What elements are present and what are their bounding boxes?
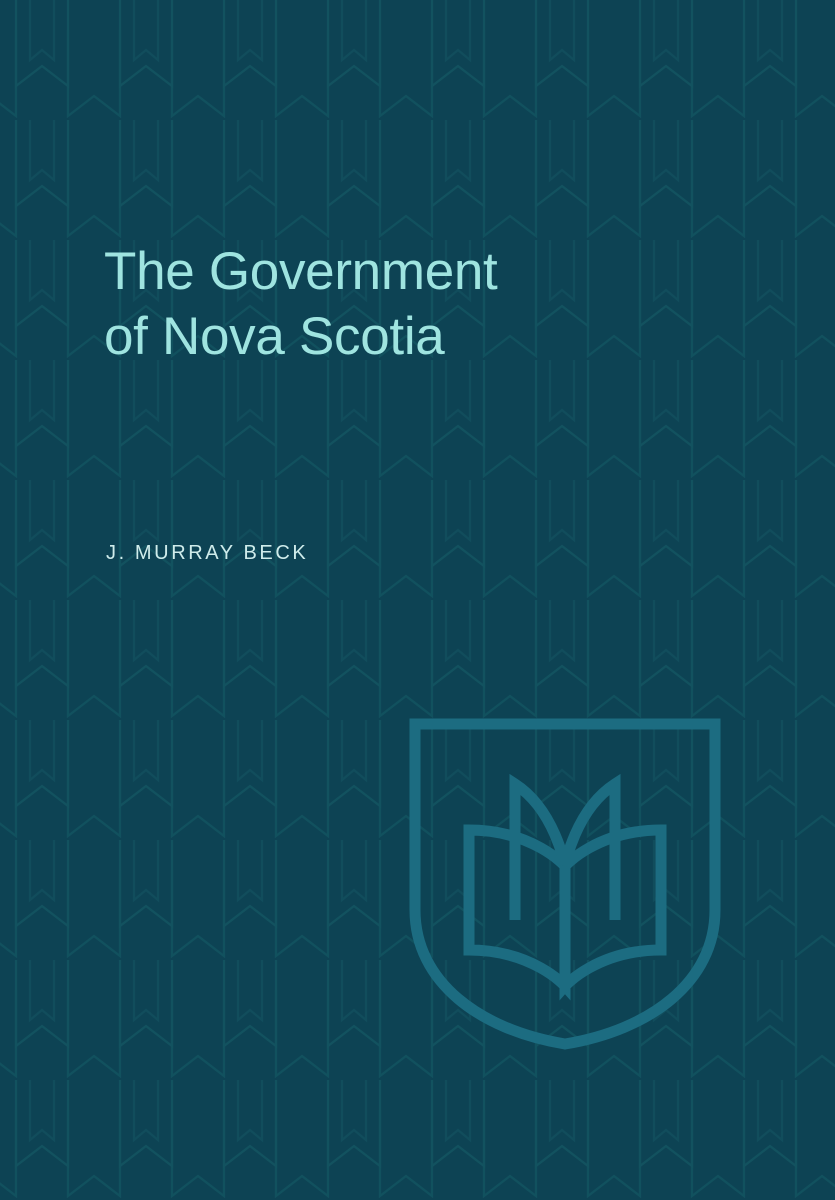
book-author: J. MURRAY BECK (106, 542, 309, 564)
book-title (104, 240, 704, 369)
open-book-shield-icon (405, 714, 725, 1054)
book-title-line-2: of Nova Scotia (104, 306, 445, 366)
book-title-line-1: The Government (104, 242, 498, 301)
